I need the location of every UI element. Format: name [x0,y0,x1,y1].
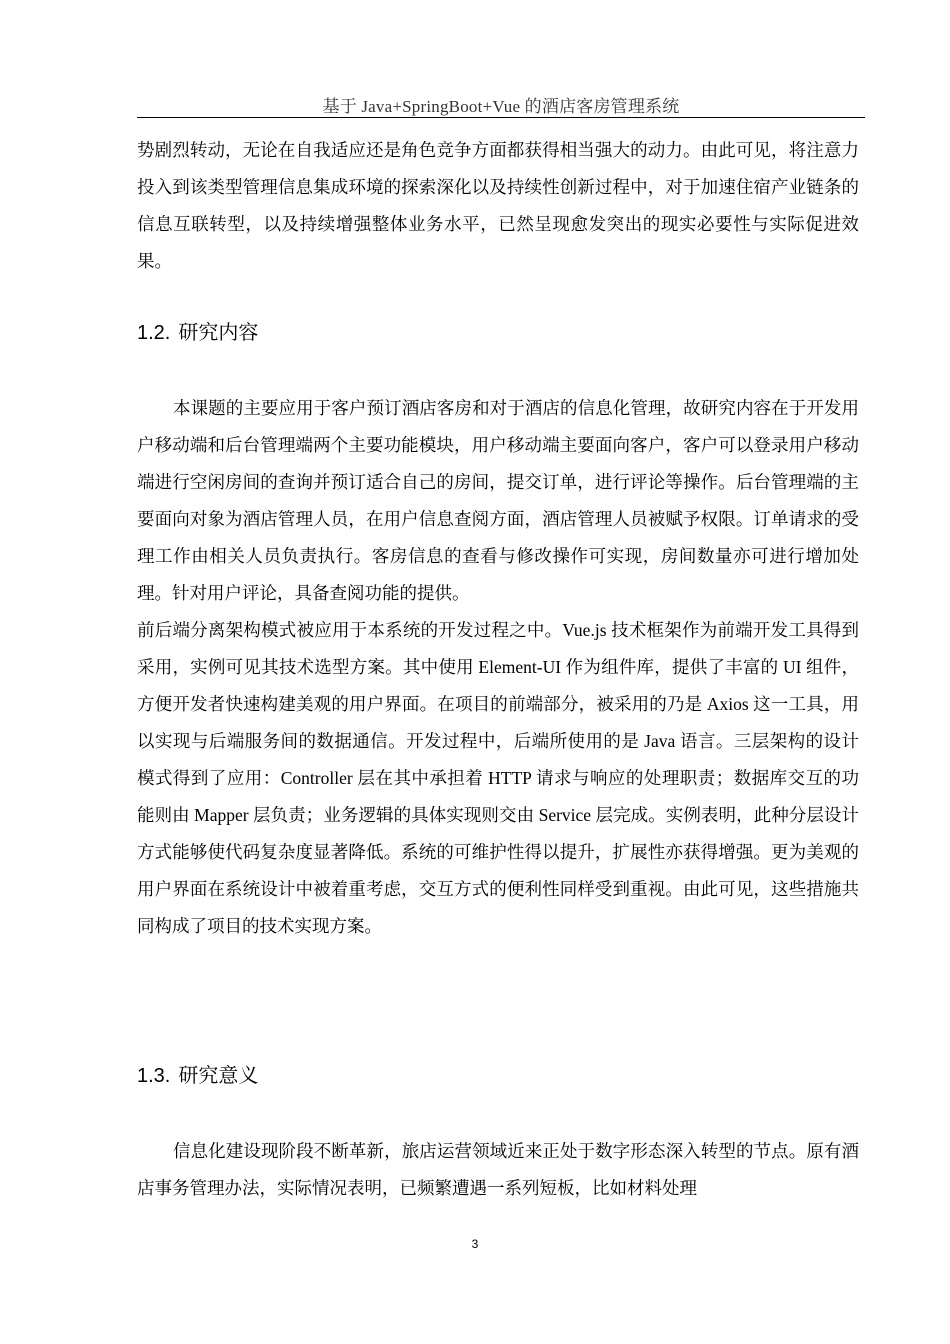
page-number: 3 [471,1237,479,1251]
intro-paragraph: 势剧烈转动，无论在自我适应还是角色竞争方面都获得相当强大的动力。由此可见，将注意力投入到该类型管理信息集成环境的探索深化以及持续性创新过程中，对于加速住宿产业链条的信息互联转型，以及持续增强整体业务水平，已然呈现愈发突出的现实必要性与实际促进效果。 [137,140,859,271]
section-1-2-body [137,390,859,945]
section-title: 研究内容 [178,322,259,344]
paragraph: 前后端分离架构模式被应用于本系统的开发过程之中。Vue.js 技术框架作为前端开发工具得到采用，实例可见其技术选型方案。其中使用 Element-UI 作为组件库，提供了丰富的 UI 组件，方便开发者快速构建美观的用户界面。在项目的前端部分，被采用的乃是 Axios 这一工具，用以实现与后端服务间的数据通信。开发过程中，后端所使用的是 Java 语言。三层架构的设计模式得到了应用：Controller 层在其中承担着 HTTP 请求与响应的处理职责；数据库交互的功能则由 Mapper 层负责；业务逻辑的具体实现则交由 Service 层完成。实例表明，此种分层设计方式能够使代码复杂度显著降低。系统的可维护性得以提升，扩展性亦获得增强。更为美观的用户界面在系统设计中被着重考虑，交互方式的便利性同样受到重视。由此可见，这些措施共同构成了项目的技术实现方案。 [137,620,859,936]
header-rule [137,117,865,118]
section-1-3-body [137,1133,859,1207]
running-header: 基于 Java+SpringBoot+Vue 的酒店客房管理系统 [322,97,680,116]
paragraph: 本课题的主要应用于客户预订酒店客房和对于酒店的信息化管理，故研究内容在于开发用户移动端和后台管理端两个主要功能模块，用户移动端主要面向客户，客户可以登录用户移动端进行空闲房间的查询并预订适合自己的房间，提交订单，进行评论等操作。后台管理端的主要面向对象为酒店管理人员，在用户信息查阅方面，酒店管理人员被赋予权限。订单请求的受理工作由相关人员负责执行。客房信息的查看与修改操作可实现，房间数量亦可进行增加处理。针对用户评论，具备查阅功能的提供。 [137,398,859,603]
paragraph: 信息化建设现阶段不断革新，旅店运营领域近来正处于数字形态深入转型的节点。原有酒店事务管理办法，实际情况表明，已频繁遭遇一系列短板，比如材料处理 [137,1141,859,1198]
section-title: 研究意义 [178,1065,259,1087]
section-number: 1.3. [137,1065,171,1087]
section-number: 1.2. [137,322,171,344]
section-heading-1-3 [137,1059,258,1088]
section-heading-1-2 [137,316,258,345]
intro-text-block [137,132,859,280]
